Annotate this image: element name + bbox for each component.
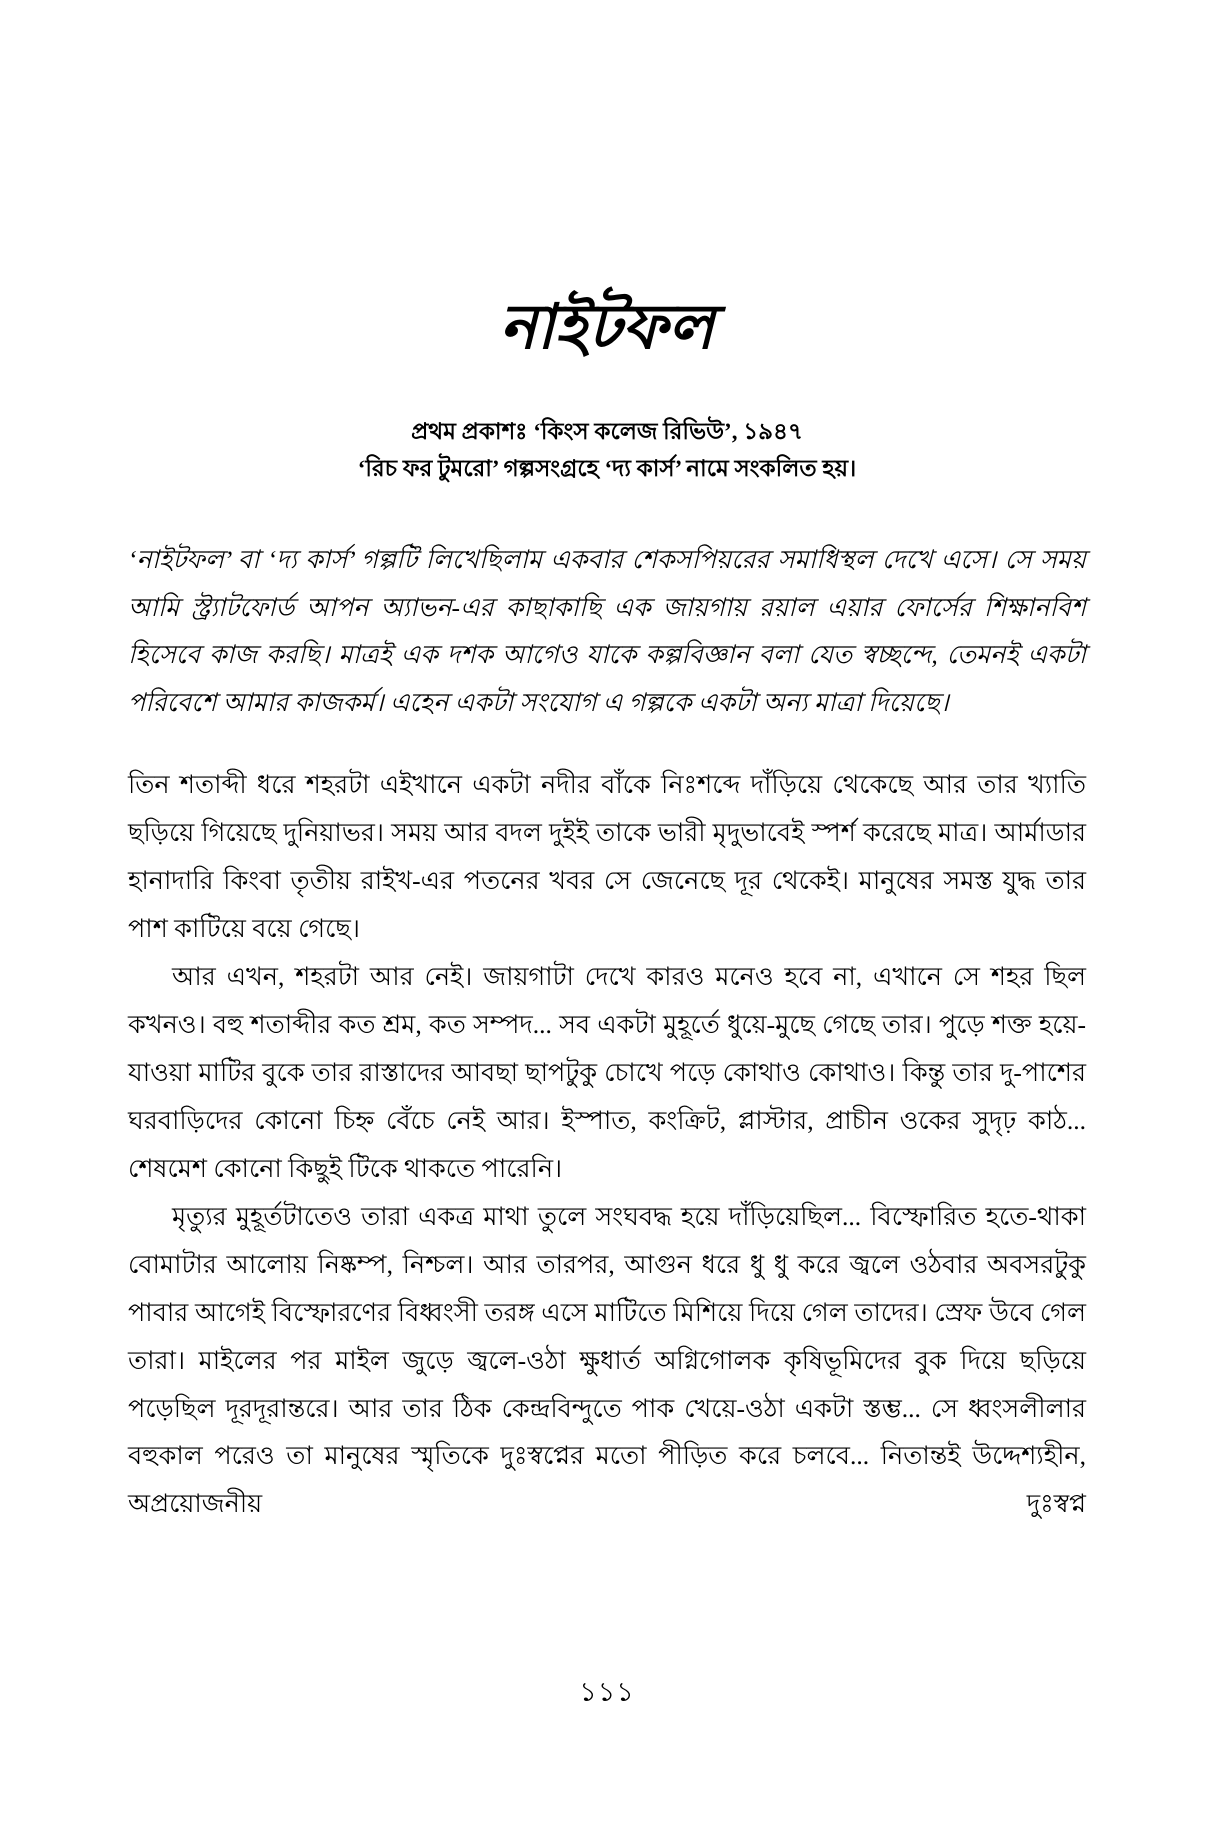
page-content-column — [128, 0, 1086, 1528]
publication-note-line-2: ‘রিচ ফর টুমরো’ গল্পসংগ্রহে ‘দ্য কার্স’ নামে সংকলিত হয়। — [357, 456, 857, 482]
body-paragraph-1: তিন শতাব্দী ধরে শহরটা এইখানে একটা নদীর বাঁকে নিঃশব্দে দাঁড়িয়ে থেকেছে আর তার খ্যাতি ছড়িয়ে গিয়েছে দুনিয়াভর। সময় আর বদল দুইই তাকে ভারী মৃদুভাবেই স্পর্শ করেছে মাত্র। আর্মাডার হানাদারি কিংবা তৃতীয় রাইখ-এর পতনের খবর সে জেনেছে দূর থেকেই। মানুষের সমস্ত যুদ্ধ তার পাশ কাটিয়ে বয়ে গেছে। — [128, 770, 1086, 944]
page-number: ১১১ — [579, 1677, 635, 1707]
body-text — [128, 727, 1086, 1528]
body-paragraph-3: মৃত্যুর মুহূর্তটাতেও তারা একত্র মাথা তুলে সংঘবদ্ধ হয়ে দাঁড়িয়েছিল... বিস্ফোরিত হতে-থাকা বোমাটার আলোয় নিষ্কম্প, নিশ্চল। আর তারপর, আগুন ধরে ধু ধু করে জ্বলে ওঠবার অবসরটুকু পাবার আগেই বিস্ফোরণের বিধ্বংসী তরঙ্গ এসে মাটিতে মিশিয়ে দিয়ে গেল তাদের। স্রেফ উবে গেল তারা। মাইলের পর মাইল জুড়ে জ্বলে-ওঠা ক্ষুধার্ত অগ্নিগোলক কৃষিভূমিদের বুক দিয়ে ছড়িয়ে পড়েছিল দূরদূরান্তরে। আর তার ঠিক কেন্দ্রবিন্দুতে পাক খেয়ে-ওঠা একটা স্তম্ভ... সে ধ্বংসলীলার বহুকাল পরেও তা মানুষের স্মৃতিকে দুঃস্বপ্নের মতো পীড়িত করে চলবে... নিতান্তই উদ্দেশ্যহীন, অপ্রয়োজনীয় দুঃস্বপ্ন — [128, 1201, 1086, 1519]
page-title: নাইটফল — [499, 294, 715, 362]
publication-note — [128, 361, 1086, 488]
publication-note-line-1: প্রথম প্রকাশঃ ‘কিংস কলেজ রিভিউ’, ১৯৪৭ — [411, 419, 803, 445]
author-preface: ‘নাইটফল’ বা ‘দ্য কার্স’ গল্পটি লিখেছিলাম একবার শেকসপিয়রের সমাধিস্থল দেখে এসে। সে সময় আমি স্ট্র্যাটফোর্ড আপন অ্যাভন-এর কাছাকাছি এক জায়গায় রয়াল এয়ার ফোর্সের শিক্ষানবিশ হিসেবে কাজ করছি। মাত্রই এক দশক আগেও যাকে কল্পবিজ্ঞান বলা যেত স্বচ্ছন্দে, তেমনই একটা পরিবেশে আমার কাজকর্ম। এহেন একটা সংযোগ এ গল্পকে একটা অন্য মাত্রা দিয়েছে। — [128, 544, 1086, 718]
body-paragraph-2: আর এখন, শহরটা আর নেই। জায়গাটা দেখে কারও মনেও হবে না, এখানে সে শহর ছিল কখনও। বহু শতাব্দীর কত শ্রম, কত সম্পদ... সব একটা মুহূর্তে ধুয়ে-মুছে গেছে তার। পুড়ে শক্ত হয়ে-যাওয়া মাটির বুকে তার রাস্তাদের আবছা ছাপটুকু চোখে পড়ে কোথাও কোথাও। কিন্তু তার দু-পাশের ঘরবাড়িদের কোনো চিহ্ন বেঁচে নেই আর। ইস্পাত, কংক্রিট, প্লাস্টার, প্রাচীন ওকের সুদৃঢ় কাঠ... শেষমেশ কোনো কিছুই টিকে থাকতে পারেনি। — [128, 962, 1086, 1183]
